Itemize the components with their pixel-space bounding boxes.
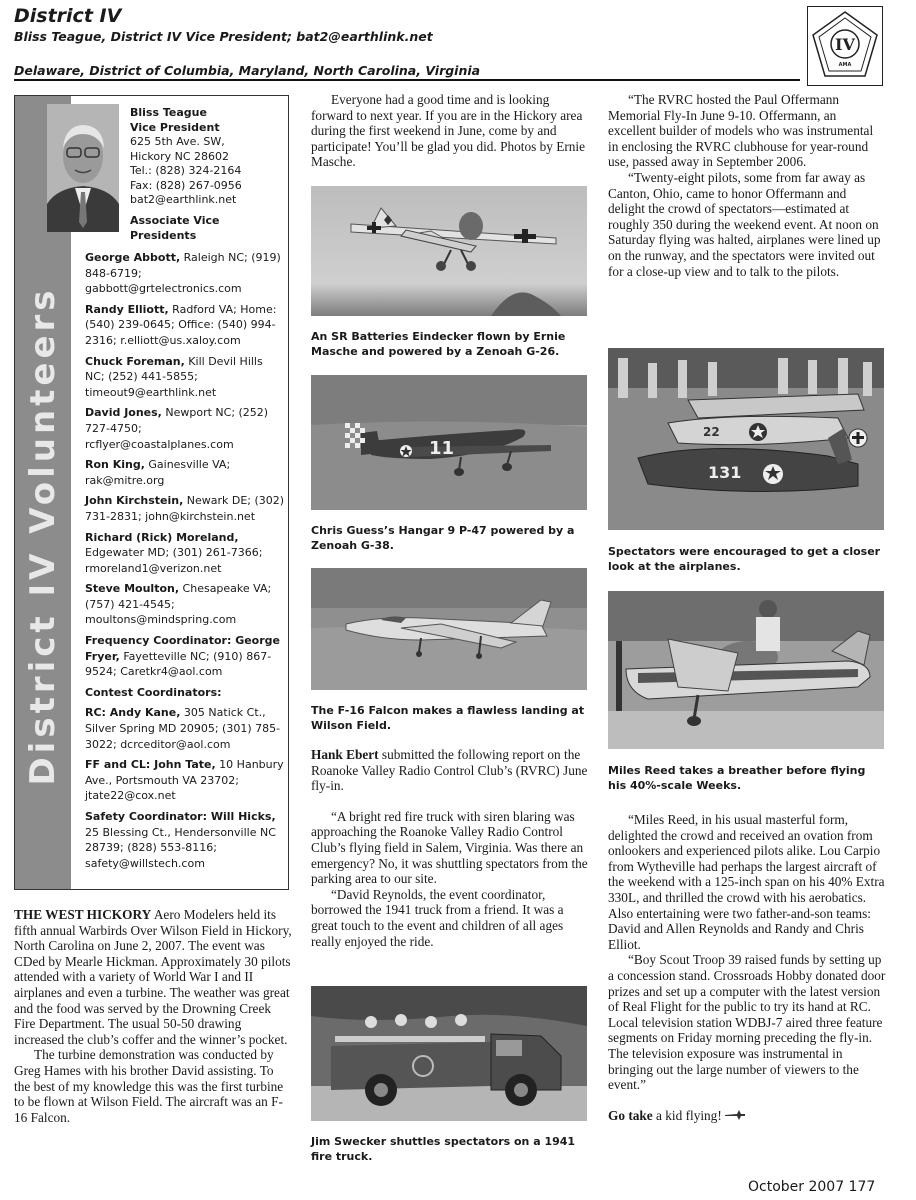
caption-p47: Chris Guess’s Hangar 9 P-47 powered by a Zenoah G-38. xyxy=(311,524,575,552)
volunteer-entry: Steve Moulton, Chesapeake VA; (757) 421-4545; moultons@mindspring.com xyxy=(85,582,272,627)
vp-tel: Tel.: (828) 324-2164 xyxy=(130,164,242,177)
vp-email: bat2@earthlink.net xyxy=(130,193,237,206)
vp-address2: Hickory NC 28602 xyxy=(130,149,230,163)
vp-title: Vice President xyxy=(130,120,220,134)
hank-intro: Hank Ebert submitted the following report on the Roanoke Valley Radio Control Club’s (RVRC) June fly-in. xyxy=(311,747,588,794)
volunteer-entry: George Abbott, Raleigh NC; (919) 848-6719; gabbott@grtelectronics.com xyxy=(85,251,281,296)
col2-para3: “David Reynolds, the event coordinator, borrowed the 1941 truck from a friend. It was a great touch to the event and children of all ages really enjoyed the ride. xyxy=(311,886,564,949)
contest-heading: Contest Coordinators: xyxy=(85,685,222,699)
district-logo xyxy=(807,6,883,86)
vp-contact-line: Bliss Teague, District IV Vice President; bat2@earthlink.net xyxy=(14,29,433,44)
col2-article xyxy=(311,747,589,949)
photo-firetruck xyxy=(311,986,587,1121)
photo-p47 xyxy=(311,375,587,510)
header-rule xyxy=(14,79,800,81)
caption-miles-reed: Miles Reed takes a breather before flying his 40%-scale Weeks. xyxy=(608,764,866,792)
contest-entry: FF and CL: John Tate, 10 Hanbury Ave., Portsmouth VA 23702; jtate22@cox.net xyxy=(85,758,284,803)
volunteer-entry: David Jones, Newport NC; (252) 727-4750; rcflyer@coastalplanes.com xyxy=(85,406,269,451)
logo-numeral: IV xyxy=(835,35,855,54)
col1-article xyxy=(14,907,292,1125)
avp-heading: Associate Vice Presidents xyxy=(130,214,220,242)
logo-ama: AMA xyxy=(838,62,852,68)
col3-para2: “Twenty-eight pilots, some from far away as Canton, Ohio, came to honor Offermann and delight the crowd of spectators—estimated at roughly 350 during the weekend event. At noon on Saturday flying was halted, airplanes were lined up on the runway, and the spectators were invited out for a close-up view and to talk to the pilots. xyxy=(608,169,881,279)
district-states: Delaware, District of Columbia, Maryland, North Carolina, Virginia xyxy=(14,63,481,78)
photo-spectators xyxy=(608,348,884,530)
col3-para3: “Miles Reed, in his usual masterful form, delighted the crowd and received an ovation from onlookers and experienced pilots alike. Lou Carpio from Wytheville had perhaps the largest aircraft of the weekend with a 125-inch span on his 40% Extra 330L, and thrilled the crowd with his aerobatics. Also entertaining were two father-and-son teams: David and Allen Reynolds and Randy and Chris Elliot. xyxy=(608,812,885,952)
vp-portrait xyxy=(47,104,119,232)
hank-name: Hank Ebert xyxy=(311,747,379,762)
caption-firetruck: Jim Swecker shuttles spectators on a 1941 fire truck. xyxy=(311,1135,576,1163)
caption-spectators: Spectators were encouraged to get a closer look at the airplanes. xyxy=(608,545,881,573)
volunteer-list xyxy=(85,250,285,876)
district-title: District IV xyxy=(14,5,122,27)
col2-para2: “A bright red fire truck with siren blaring was approaching the Roanoke Valley Radio Control Club’s flying field in Salem, Virginia. Was there an emergency? No, it was shuttling spectators from the parking area to our site. xyxy=(311,808,588,887)
page-footer: October 2007 177 xyxy=(748,1179,876,1195)
vp-contact-block xyxy=(130,106,285,208)
closing-line: Go take a kid flying! xyxy=(608,1108,886,1125)
photo-eindecker xyxy=(311,186,587,316)
volunteer-entry: Frequency Coordinator: George Fryer, Fayetteville NC; (910) 867-9524; Caretkr4@aol.com xyxy=(85,634,280,679)
volunteers-box xyxy=(14,95,289,890)
p47-number: 11 xyxy=(429,438,455,459)
vp-address1: 625 5th Ave. SW, xyxy=(130,135,225,148)
contest-entry: Safety Coordinator: Will Hicks, 25 Blessing Ct., Hendersonville NC 28739; (828) 553-8116; safety@willstech.com xyxy=(85,810,276,870)
vp-fax: Fax: (828) 267-0956 xyxy=(130,178,242,192)
photo-f16 xyxy=(311,568,587,690)
airplane-icon xyxy=(724,1109,746,1125)
photo-number-22: 22 xyxy=(703,425,720,439)
contest-entry: RC: Andy Kane, 305 Natick Ct., Silver Spring MD 20905; (301) 785-3022; dcrceditor@aol.com xyxy=(85,706,281,751)
col3-para1: “The RVRC hosted the Paul Offermann Memorial Fly-In June 9-10. Offermann, an excellent builder of models who was instrumental in enclosing the RVRC clubhouse for year-round use, passed away in September 2006. xyxy=(608,92,874,170)
volunteer-entry: Randy Elliott, Radford VA; Home: (540) 239-0645; Office: (540) 994-2316; r.elliott@us.xaloy.com xyxy=(85,302,277,347)
col1-lead: THE WEST HICKORY xyxy=(14,907,152,922)
col1-para1: THE WEST HICKORY Aero Modelers held its fifth annual Warbirds Over Wilson Field in Hickory, North Carolina on June 2, 2007. The event was CDed by Mearle Hickman. Approximately 30 pilots attended with a variety of World War I and II airplanes and even a turbine. The weather was great and the food was served by the Drowning Creek Fire Department. The usual 50-50 drawing increased the club’s coffer and the winner’s pocket. xyxy=(14,907,292,1047)
col3-article xyxy=(608,812,886,1124)
caption-eindecker: An SR Batteries Eindecker flown by Ernie Masche and powered by a Zenoah G-26. xyxy=(311,330,566,358)
volunteers-vertical-title: District IV Volunteers xyxy=(23,286,63,786)
col3-para4: “Boy Scout Troop 39 raised funds by setting up a concession stand. Crossroads Hobby donated door prizes and set up a computer with the latest version of Real Flight for the public to try its hand at RC. Local television station WDBJ-7 aired three feature segments on Friday morning preceding the fly-in. The television exposure was instrumental in bringing out the large number of viewers to the event.” xyxy=(608,952,886,1093)
col2-intro xyxy=(311,92,589,170)
col3-intro xyxy=(608,92,886,279)
volunteer-entry: John Kirchstein, Newark DE; (302) 731-2831; john@kirchstein.net xyxy=(85,494,285,523)
vp-name: Bliss Teague xyxy=(130,106,207,119)
col1-para2: The turbine demonstration was conducted by Greg Hames with his brother David assisting. To the best of my knowledge this was the first turbine to be flown at Wilson Field. The aircraft was an F-16 Falcon. xyxy=(14,1047,284,1125)
photo-number-131: 131 xyxy=(708,463,742,482)
col2-para1: Everyone had a good time and is looking forward to next year. If you are in the Hickory area during the first weekend in June, come by and participate! You’ll be glad you did. Photos by Ernie Masche. xyxy=(311,92,586,170)
volunteer-entry: Ron King, Gainesville VA; rak@mitre.org xyxy=(85,458,231,487)
volunteer-entry: Richard (Rick) Moreland, Edgewater MD; (301) 261-7366; rmoreland1@verizon.net xyxy=(85,530,263,575)
photo-miles-reed xyxy=(608,591,884,749)
caption-f16: The F-16 Falcon makes a flawless landing at Wilson Field. xyxy=(311,704,585,732)
volunteer-entry: Chuck Foreman, Kill Devil Hills NC; (252) 441-5855; timeout9@earthlink.net xyxy=(85,354,263,399)
